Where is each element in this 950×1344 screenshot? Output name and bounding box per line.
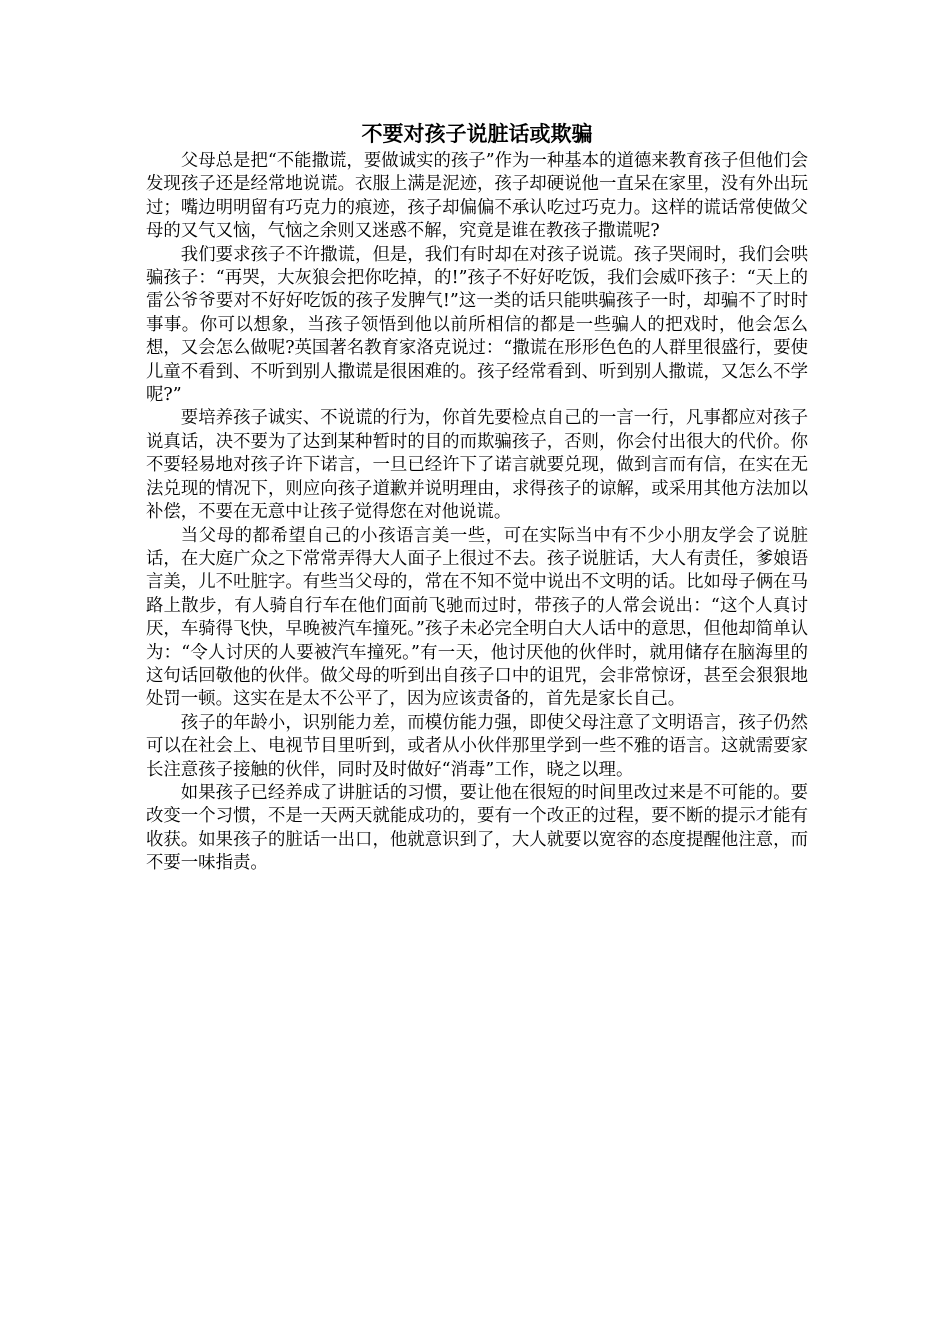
paragraph-4: 当父母的都希望自己的小孩语言美一些，可在实际当中有不少小朋友学会了说脏话，在大庭广众之下常常弄得大人面子上很过不去。孩子说脏话，大人有责任，爹娘语言美，儿不吐脏字。有些当父母的，常在不知不觉中说出不文明的话。比如母子俩在马路上散步，有人骑自行车在他们面前飞驰而过时，带孩子的人常会说出：“这个人真讨厌，车骑得飞快，早晚被汽车撞死。”孩子未必完全明白大人话中的意思，但他却简单认为：“令人讨厌的人要被汽车撞死。”有一天，他讨厌他的伙伴时，就用储存在脑海里的这句话回敬他的伙伴。做父母的听到出自孩子口中的诅咒，会非常惊讶，甚至会狠狠地处罚一顿。这实在是太不公平了，因为应该责备的，首先是家长自己。 — [146, 525, 808, 710]
document-title: 不要对孩子说脏话或欺骗 — [361, 122, 593, 146]
paragraph-5: 孩子的年龄小，识别能力差，而模仿能力强，即使父母注意了文明语言，孩子仍然可以在社会上、电视节目里听到，或者从小伙伴那里学到一些不雅的语言。这就需要家长注意孩子接触的伙伴，同时及时做好“消毒”工作，晓之以理。 — [146, 712, 808, 780]
paragraph-1: 父母总是把“不能撒谎，要做诚实的孩子”作为一种基本的道德来教育孩子但他们会发现孩子还是经常地说谎。衣服上满是泥迹，孩子却硬说他一直呆在家里，没有外出玩过；嘴边明明留有巧克力的痕迹，孩子却偏偏不承认吃过巧克力。这样的谎话常使做父母的又气又恼，气恼之余则又迷惑不解，究竟是谁在教孩子撒谎呢? — [146, 151, 808, 242]
paragraph-2: 我们要求孩子不许撒谎，但是，我们有时却在对孩子说谎。孩子哭闹时，我们会哄骗孩子：“再哭，大灰狼会把你吃掉，的!”孩子不好好吃饭，我们会威吓孩子：“天上的雷公爷爷要对不好好吃饭的孩子发脾气!”这一类的话只能哄骗孩子一时，却骗不了时时事事。你可以想象，当孩子领悟到他以前所相信的都是一些骗人的把戏时，他会怎么想，又会怎么做呢?英国著名教育家洛克说过：“撒谎在形形色色的人群里很盛行，要使儿童不看到、不听到别人撒谎是很困难的。孩子经常看到、听到别人撒谎，又怎么不学呢?” — [146, 244, 808, 406]
paragraph-6: 如果孩子已经养成了讲脏话的习惯，要让他在很短的时间里改过来是不可能的。要改变一个习惯，不是一天两天就能成功的，要有一个改正的过程，要不断的提示才能有收获。如果孩子的脏话一出口，他就意识到了，大人就要以宽容的态度提醒他注意，而不要一味指责。 — [146, 782, 808, 874]
document-body — [146, 120, 808, 876]
paragraph-3: 要培养孩子诚实、不说谎的行为，你首先要检点自己的一言一行，凡事都应对孩子说真话，决不要为了达到某种暂时的目的而欺骗孩子，否则，你会付出很大的代价。你不要轻易地对孩子许下诺言，一旦已经许下了诺言就要兑现，做到言而有信，在实在无法兑现的情况下，则应向孩子道歉并说明理由，求得孩子的谅解，或采用其他方法加以补偿，不要在无意中让孩子觉得您在对他说谎。 — [146, 408, 808, 523]
